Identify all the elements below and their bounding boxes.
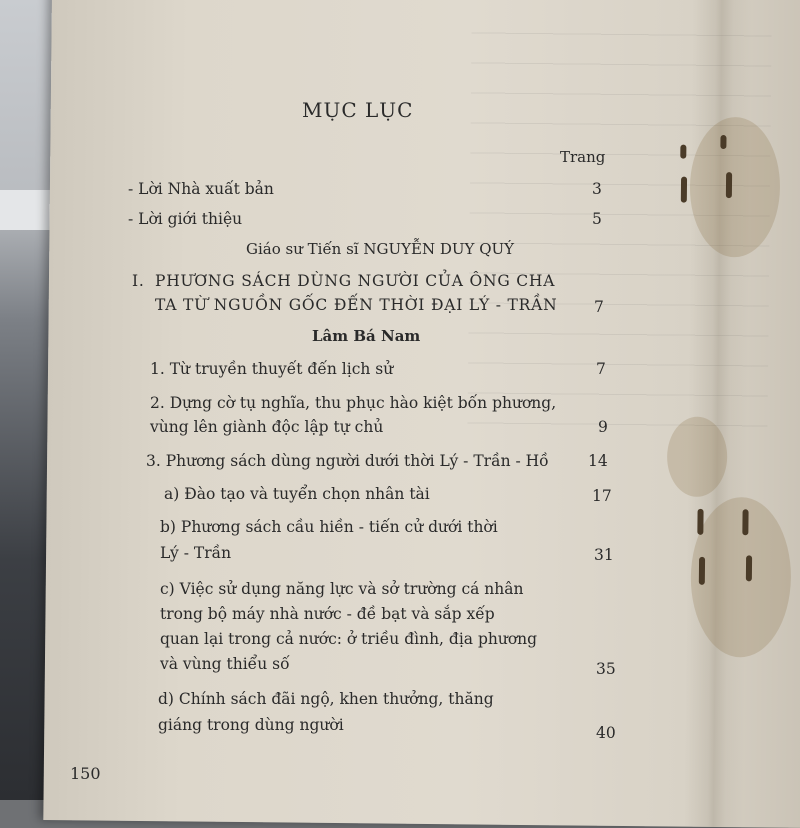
toc-entry-page: 9	[598, 418, 608, 436]
toc-entry-text: d) Chính sách đãi ngộ, khen thưởng, thăng	[158, 690, 494, 708]
binding-hole	[720, 135, 726, 149]
toc-entry-text: trong bộ máy nhà nước - đề bạt và sắp xếp	[160, 605, 495, 623]
toc-entry-text: 3. Phương sách dùng người dưới thời Lý - Trần - Hồ	[146, 452, 549, 470]
toc-entry-text: b) Phương sách cầu hiền - tiến cử dưới thời	[160, 518, 498, 536]
toc-entry-text: và vùng thiểu số	[160, 655, 290, 673]
toc-entry-page: 14	[588, 452, 608, 470]
toc-entry-text: PHƯƠNG SÁCH DÙNG NGƯỜI CỦA ÔNG CHA	[155, 272, 556, 290]
toc-entry-text: quan lại trong cả nước: ở triều đình, địa phương	[160, 630, 538, 648]
toc-entry-text: Lý - Trần	[160, 544, 232, 562]
toc-entry-text: giáng trong dùng người	[158, 716, 344, 734]
toc-entry-text: 1. Từ truyền thuyết đến lịch sử	[150, 360, 394, 378]
toc-entry-page: 7	[596, 360, 606, 378]
toc-entry-text: a) Đào tạo và tuyển chọn nhân tài	[164, 485, 430, 503]
toc-section-number: I.	[132, 272, 145, 290]
toc-author: Giáo sư Tiến sĩ NGUYỄN DUY QUÝ	[246, 240, 515, 258]
binding-hole	[697, 509, 703, 535]
toc-entry-page: 31	[594, 546, 614, 564]
toc-entry-text: vùng lên giành độc lập tự chủ	[150, 418, 384, 436]
toc-entry-page: 40	[596, 724, 616, 742]
binding-hole	[742, 509, 748, 535]
toc-entry-page: 35	[596, 660, 616, 678]
binding-hole	[680, 145, 686, 159]
toc-entry-text: - Lời Nhà xuất bản	[128, 180, 274, 198]
toc-entry-page: 3	[592, 180, 602, 198]
page-number: 150	[70, 764, 101, 783]
stain	[690, 497, 792, 658]
toc-entry-text: - Lời giới thiệu	[128, 210, 243, 228]
binding-hole	[746, 555, 752, 581]
toc-title: MỤC LỤC	[302, 98, 414, 122]
page-column-header: Trang	[560, 148, 606, 166]
toc-entry-page: 5	[592, 210, 602, 228]
binding-hole	[681, 177, 687, 203]
toc-entry-page: 17	[592, 487, 612, 505]
binding-hole	[726, 172, 732, 198]
binding-hole	[699, 557, 705, 585]
toc-entry-page: 7	[594, 298, 604, 316]
toc-entry-text: c) Việc sử dụng năng lực và sở trường cá nhân	[160, 580, 524, 598]
toc-entry-text: 2. Dựng cờ tụ nghĩa, thu phục hào kiệt bốn phương,	[150, 394, 557, 412]
toc-author: Lâm Bá Nam	[312, 327, 421, 345]
toc-entry-text: TA TỪ NGUỒN GỐC ĐẾN THỜI ĐẠI LÝ - TRẦN	[155, 296, 558, 314]
